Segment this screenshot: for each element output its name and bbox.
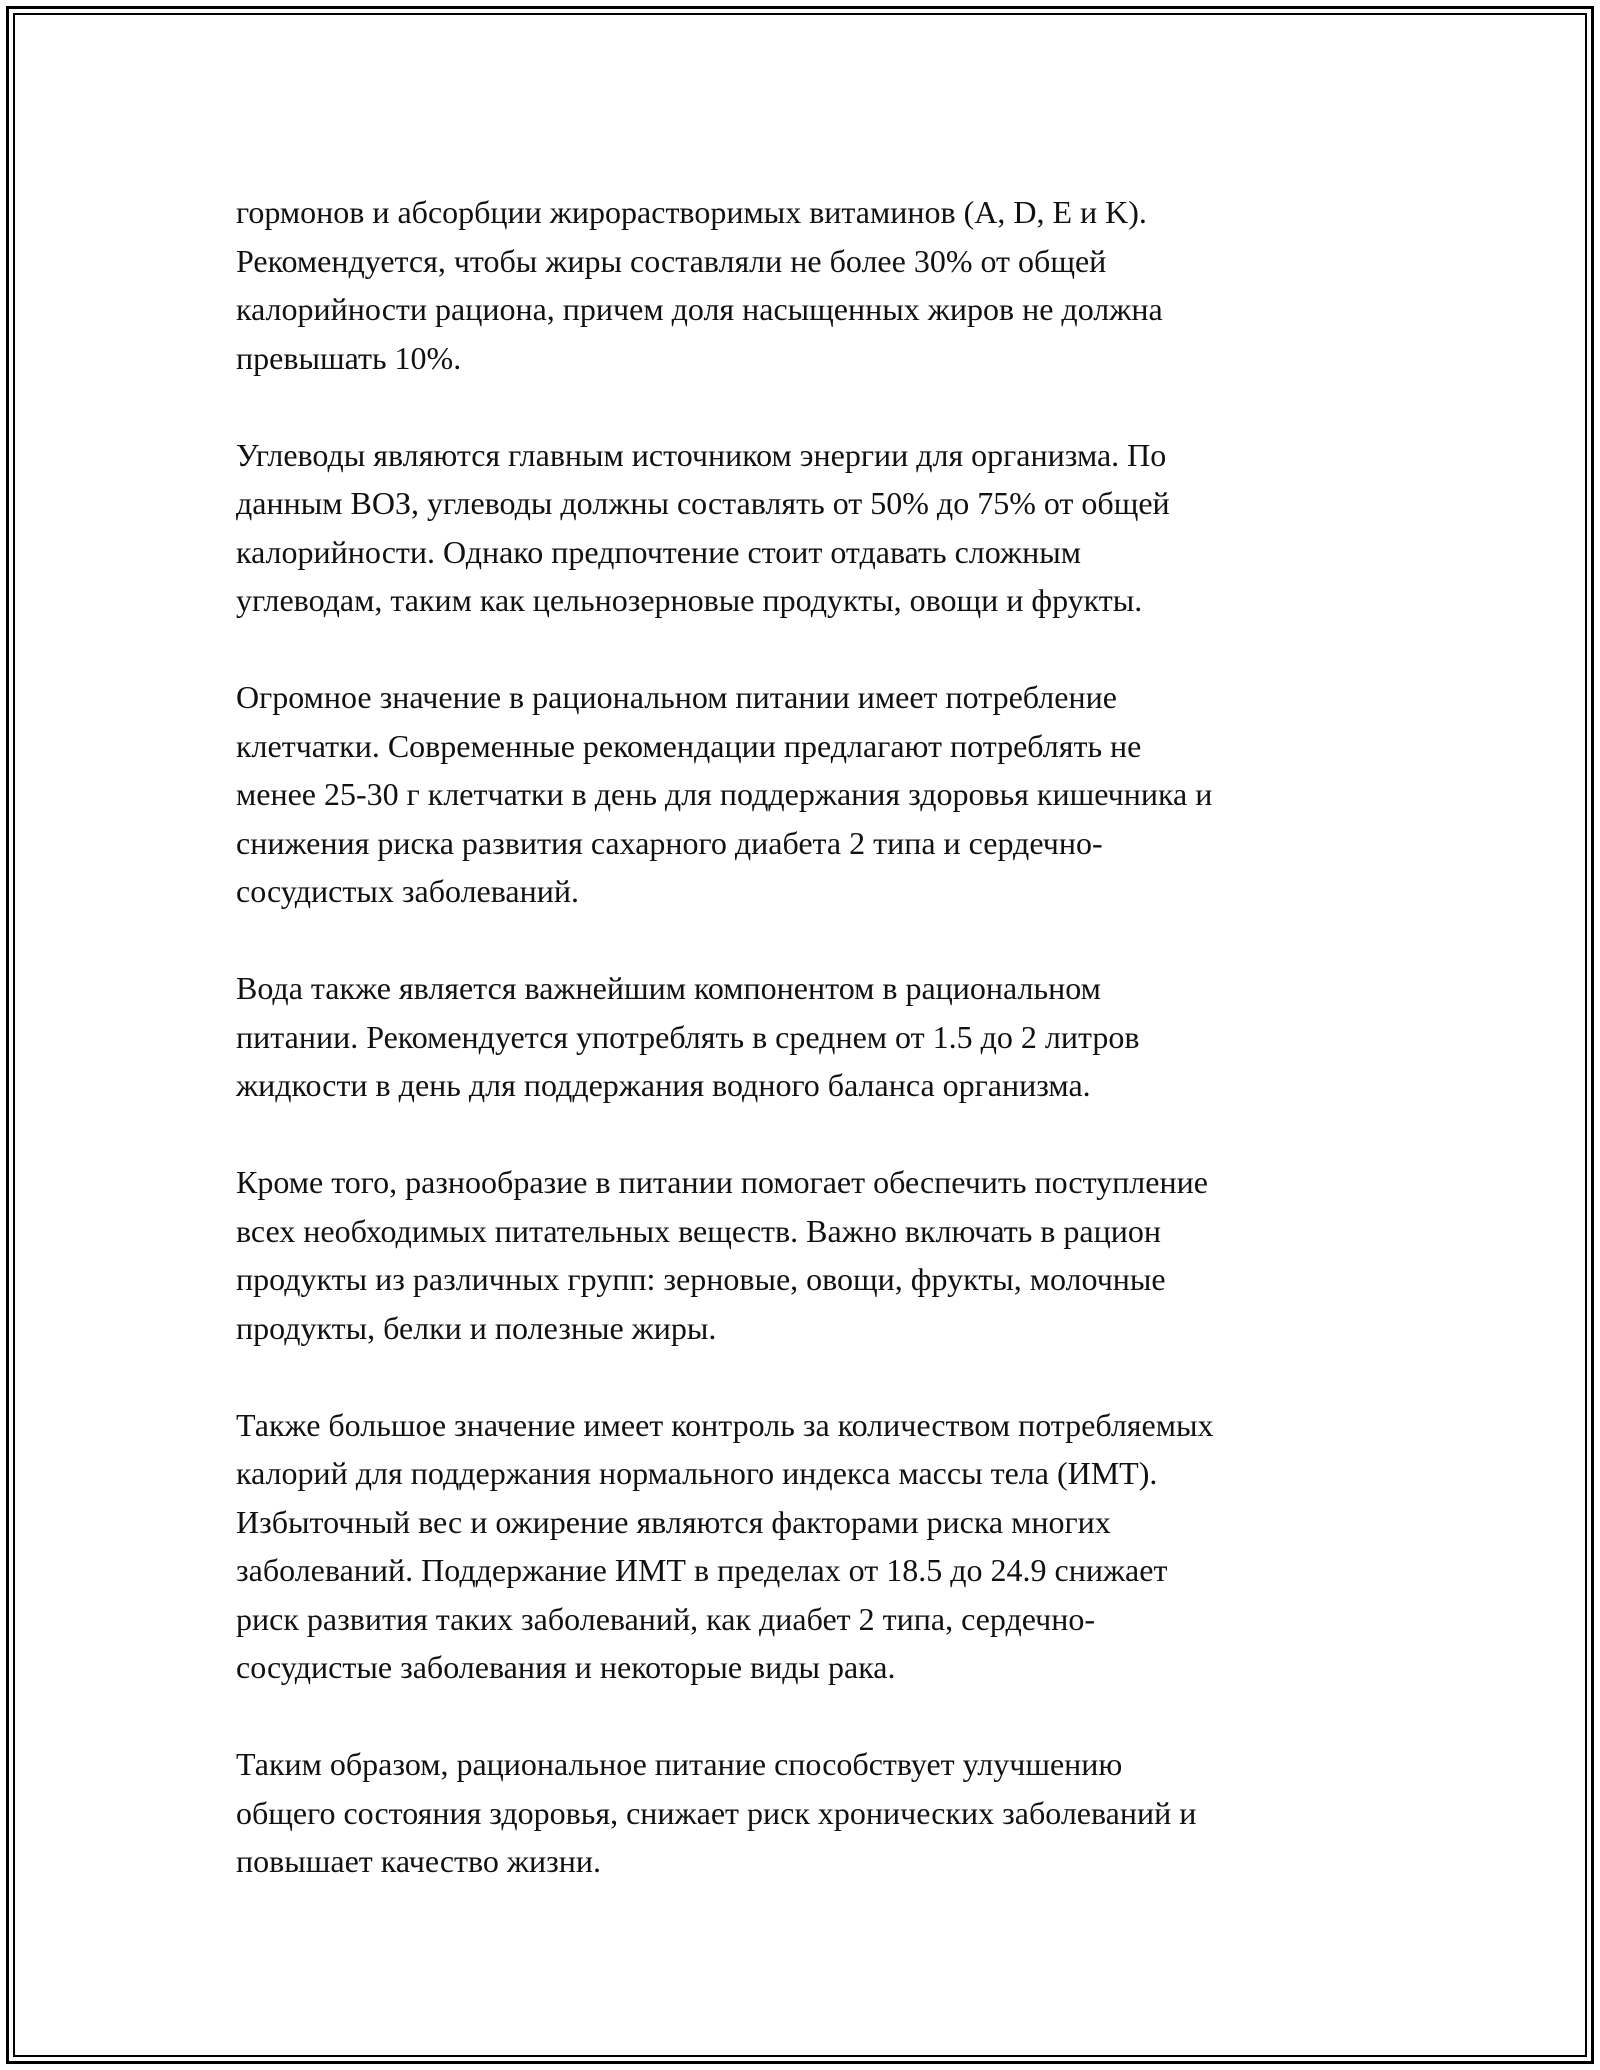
text-line: превышать 10%. (236, 339, 462, 376)
text-line: Избыточный вес и ожирение являются факторами риска многих (236, 1503, 1111, 1540)
text-line: питании. Рекомендуется употреблять в среднем от 1.5 до 2 литров (236, 1018, 1140, 1055)
text-line: калорий для поддержания нормального индекса массы тела (ИМТ). (236, 1455, 1158, 1491)
paragraph-carbohydrates (236, 431, 1376, 625)
paragraph-fiber (236, 673, 1376, 916)
text-line: всех необходимых питательных веществ. Важно включать в рацион (236, 1212, 1161, 1249)
text-line: Вода также является важнейшим компонентом в рациональном (236, 970, 1101, 1006)
text-line: менее 25-30 г клетчатки в день для поддержания здоровья кишечника и (236, 776, 1213, 812)
text-line: Огромное значение в рациональном питании имеет потребление (236, 679, 1117, 715)
paragraph-fats (236, 188, 1376, 382)
text-line: гормонов и абсорбции жирорастворимых витаминов (A, D, E и K). (236, 194, 1147, 230)
text-line: данным ВОЗ, углеводы должны составлять от 50% до 75% от общей (236, 485, 1170, 521)
paragraph-conclusion (236, 1740, 1376, 1886)
text-line: калорийности. Однако предпочтение стоит отдавать сложным (236, 533, 1081, 570)
text-line: продукты из различных групп: зерновые, овощи, фрукты, молочные (236, 1261, 1166, 1297)
text-line: сосудистые заболевания и некоторые виды рака. (236, 1649, 896, 1685)
text-line: углеводам, таким как цельнозерновые продукты, овощи и фрукты. (236, 582, 1143, 618)
document-body (236, 188, 1376, 1934)
paragraph-water (236, 964, 1376, 1110)
text-line: общего состояния здоровья, снижает риск хронических заболеваний и (236, 1794, 1197, 1831)
text-line: сосудистых заболеваний. (236, 873, 579, 909)
text-line: Также большое значение имеет контроль за количеством потребляемых (236, 1406, 1214, 1443)
text-line: Углеводы являются главным источником энергии для организма. По (236, 436, 1167, 473)
text-line: заболеваний. Поддержание ИМТ в пределах от 18.5 до 24.9 снижает (236, 1552, 1168, 1588)
text-line: жидкости в день для поддержания водного баланса организма. (236, 1067, 1091, 1103)
text-line: Рекомендуется, чтобы жиры составляли не более 30% от общей (236, 242, 1107, 279)
text-line: клетчатки. Современные рекомендации предлагают потреблять не (236, 727, 1142, 764)
text-line: калорийности рациона, причем доля насыщенных жиров не должна (236, 291, 1163, 327)
text-line: повышает качество жизни. (236, 1843, 602, 1879)
paragraph-calories-bmi (236, 1401, 1376, 1692)
paragraph-variety (236, 1158, 1376, 1352)
text-line: риск развития таких заболеваний, как диабет 2 типа, сердечно- (236, 1600, 1096, 1637)
text-line: снижения риска развития сахарного диабета 2 типа и сердечно- (236, 824, 1103, 861)
text-line: Таким образом, рациональное питание способствует улучшению (236, 1746, 1123, 1782)
text-line: продукты, белки и полезные жиры. (236, 1309, 717, 1346)
text-line: Кроме того, разнообразие в питании помогает обеспечить поступление (236, 1164, 1208, 1200)
